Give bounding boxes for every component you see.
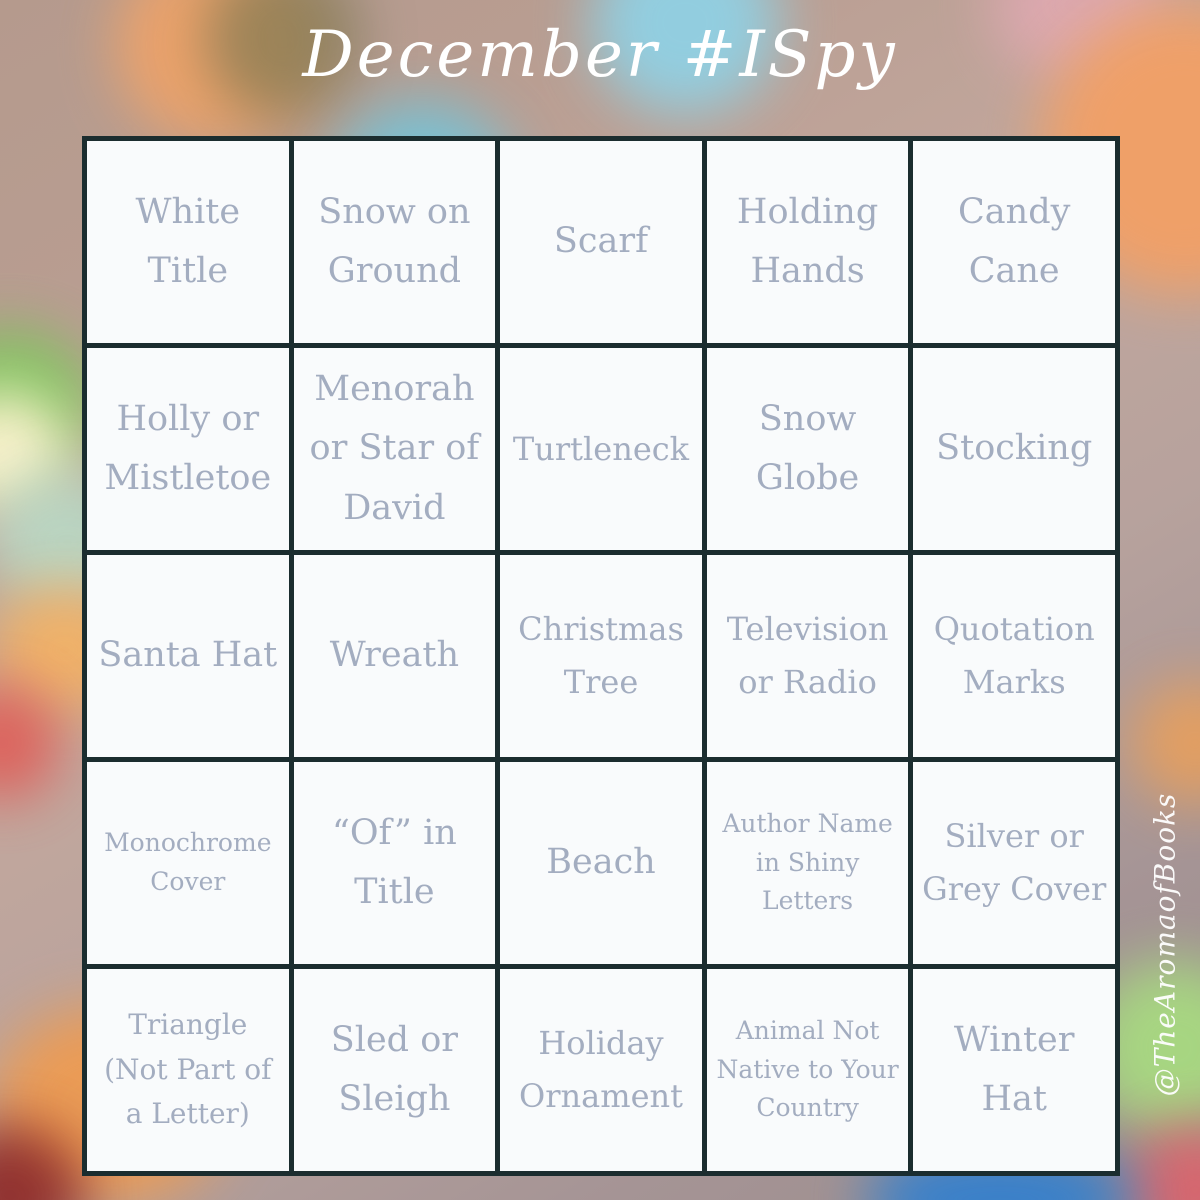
bingo-cell bbox=[87, 348, 289, 550]
bingo-cell bbox=[913, 762, 1115, 964]
bingo-cell bbox=[913, 141, 1115, 343]
bingo-cell bbox=[500, 762, 702, 964]
bingo-cell bbox=[87, 555, 289, 757]
card-title: December #ISpy bbox=[302, 18, 898, 92]
bingo-cell bbox=[707, 141, 909, 343]
bingo-cell-label: “Of” in Title bbox=[331, 812, 457, 912]
bingo-cell bbox=[500, 555, 702, 757]
bingo-cell bbox=[500, 969, 702, 1171]
bingo-cell-label: Quotation Marks bbox=[933, 610, 1095, 701]
bingo-cell-label: White Title bbox=[135, 191, 241, 291]
bingo-cell-label: Author Name in Shiny Letters bbox=[722, 808, 893, 916]
bingo-cell-label: Silver or Grey Cover bbox=[922, 817, 1107, 908]
bokeh-light bbox=[1125, 1125, 1200, 1200]
bingo-cell-label: Santa Hat bbox=[98, 635, 278, 676]
bingo-cell-label: Television or Radio bbox=[726, 610, 889, 701]
bingo-cell bbox=[913, 555, 1115, 757]
bingo-cell-label: Beach bbox=[546, 842, 656, 883]
bingo-cell bbox=[913, 348, 1115, 550]
bingo-cell-label: Sled or Sleigh bbox=[330, 1019, 458, 1119]
bingo-cell-label: Winter Hat bbox=[953, 1019, 1075, 1119]
bingo-cell-label: Wreath bbox=[329, 635, 460, 676]
bingo-cell bbox=[500, 141, 702, 343]
bingo-cell-label: Holding Hands bbox=[736, 191, 879, 291]
bingo-cell bbox=[87, 969, 289, 1171]
bingo-cell-label: Christmas Tree bbox=[518, 610, 684, 701]
watermark-handle: @TheAromaofBooks bbox=[1148, 792, 1182, 1097]
bingo-cell bbox=[294, 969, 496, 1171]
bingo-cell bbox=[913, 969, 1115, 1171]
bingo-cell bbox=[707, 762, 909, 964]
bingo-cell bbox=[294, 348, 496, 550]
bingo-cell bbox=[707, 348, 909, 550]
bingo-grid bbox=[82, 136, 1120, 1176]
bingo-cell-label: Stocking bbox=[936, 428, 1093, 469]
bingo-cell-label: Snow Globe bbox=[755, 398, 860, 498]
bingo-cell bbox=[707, 969, 909, 1171]
bingo-cell bbox=[294, 141, 496, 343]
bingo-cell-label: Animal Not Native to Your Country bbox=[716, 1015, 899, 1123]
bingo-cell-label: Monochrome Cover bbox=[104, 828, 272, 896]
bingo-cell-label: Turtleneck bbox=[512, 429, 690, 468]
bingo-cell bbox=[707, 555, 909, 757]
bingo-cell bbox=[87, 141, 289, 343]
bingo-cell bbox=[294, 555, 496, 757]
bingo-cell-label: Candy Cane bbox=[958, 191, 1071, 291]
bingo-cell-label: Snow on Ground bbox=[318, 191, 471, 291]
bingo-cell-label: Scarf bbox=[553, 221, 649, 262]
bingo-cell-label: Menorah or Star of David bbox=[309, 368, 480, 528]
bingo-cell bbox=[87, 762, 289, 964]
bingo-cell bbox=[500, 348, 702, 550]
bingo-cell-label: Holly or Mistletoe bbox=[104, 398, 272, 498]
bingo-cell-label: Holiday Ornament bbox=[519, 1024, 683, 1115]
bingo-cell bbox=[294, 762, 496, 964]
bingo-cell-label: Triangle (Not Part of a Letter) bbox=[104, 1007, 272, 1131]
